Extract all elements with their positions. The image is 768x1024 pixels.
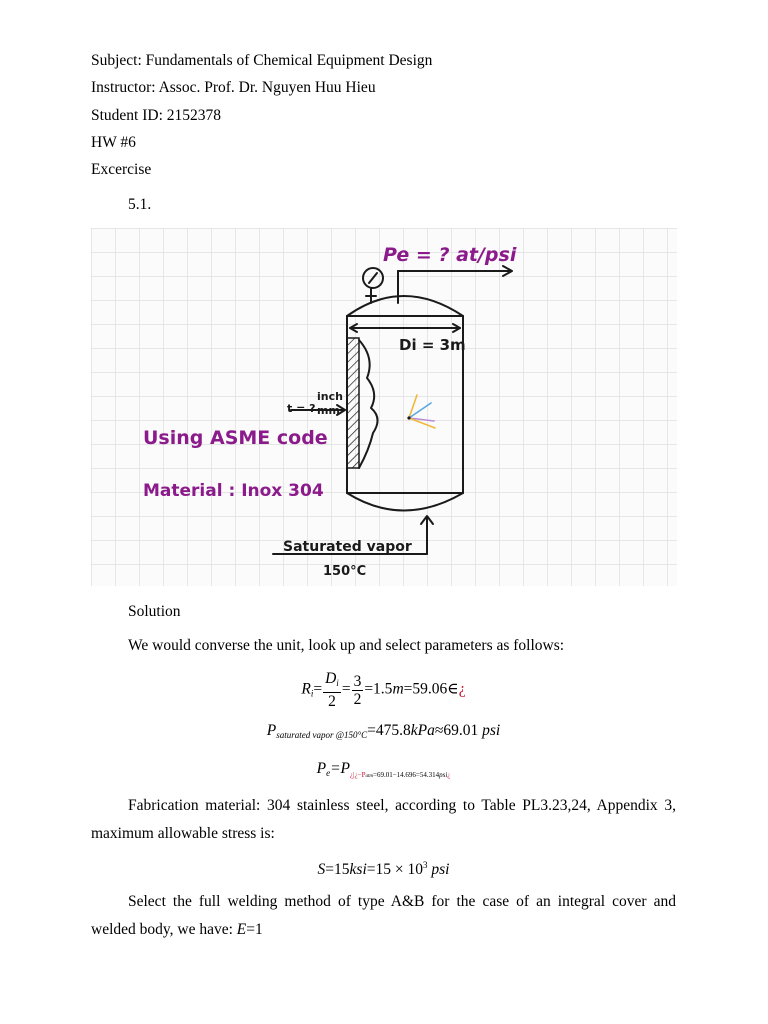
code-label: Using ASME code [143,427,328,449]
material-paragraph: Fabrication material: 304 stainless steel, according to Table PL3.23,24, Appendix 3, maximum allowable stress is: [91,797,676,842]
solution-heading: Solution [128,603,181,620]
eq1-equals: = [313,680,323,698]
stress-origin [407,416,410,419]
eq1-value: =1.5 [364,680,393,698]
eq1-error-glyph: ¿ [458,680,466,698]
eq1-value-2: =59.06∈ [403,680,459,698]
subject-line: Subject: Fundamentals of Chemical Equipment Design [91,52,433,69]
instructor-line: Instructor: Assoc. Prof. Dr. Nguyen Huu Hieu [91,79,376,96]
problem-number: 5.1. [128,196,152,213]
equation-radius [91,670,676,710]
eq3-sub-c: =69.01−14.696=54.314 [373,771,440,779]
eq4-value-2: =15 × 10 [366,861,423,879]
student-id-line: Student ID: 2152378 [91,107,222,124]
equation-saturated-pressure [91,722,676,740]
intro-text: We would converse the unit, look up and select parameters as follows: [128,637,565,654]
eq3-sub-a: ¿|¿−P [350,771,366,779]
welding-text: Select the full welding method of type A&B for the case of an integral cover and welded body, we have: [91,893,676,938]
thickness-unit-inch: inch [317,390,343,403]
eq2-lhs: P [266,722,277,739]
eq1-num-sub: i [336,678,339,688]
eq2-value: =475.8 [367,722,411,739]
equation-allowable-stress [91,860,676,879]
eq4-unit: ksi [349,861,367,879]
equation-gauge-pressure [91,760,676,779]
pressure-vessel-figure [91,228,677,586]
thickness-label: t = ? [287,402,316,415]
eq1-num: D [325,670,337,687]
eq4-unit-2: psi [431,861,450,879]
eq1-equals-2: = [341,680,351,698]
eq1-fraction-d [323,670,341,710]
eq2-approx: ≈69.01 [434,722,479,739]
eq3-sub-b: atm [365,774,373,779]
thickness-unit-mm: mm [317,404,340,417]
welding-eq-value: =1 [246,921,263,938]
vapor-label: Saturated vapor [283,539,412,555]
eq1-unit: m [392,680,404,698]
grid-lines [91,228,677,586]
eq2-lhs-sub: saturated vapor @150°C [276,730,368,740]
eq3-sub-d: psi [439,771,448,779]
eq3-error-glyph: ¿ [447,771,451,779]
eq3-equals-p: =P [330,760,351,777]
eq2-unit: kPa [410,722,435,739]
material-label: Material : Inox 304 [143,481,324,501]
eq1-num2: 3 [353,672,362,690]
wall-hatching [347,338,359,468]
eq4-lhs: S [317,861,326,879]
eq1-lhs: R [301,680,311,698]
eq2-unit-2: psi [482,722,501,739]
eq3-lhs-sub: e [326,768,331,778]
pressure-label: Pe = ? at/psi [383,244,517,266]
eq1-lhs-sub: i [310,688,314,699]
eq4-value: =15 [325,861,350,879]
eq1-den: 2 [328,693,336,710]
eq1-fraction-num [352,673,364,708]
diameter-label: Di = 3m [399,336,466,354]
section-heading: Excercise [91,161,152,178]
eq1-den2: 2 [353,690,362,708]
eq3-lhs: P [316,760,327,777]
welding-eq-lhs: E [236,921,247,938]
welding-paragraph [91,888,676,944]
homework-number: HW #6 [91,134,136,151]
eq4-exponent: 3 [422,860,428,870]
temperature-label: 150°C [323,564,367,579]
